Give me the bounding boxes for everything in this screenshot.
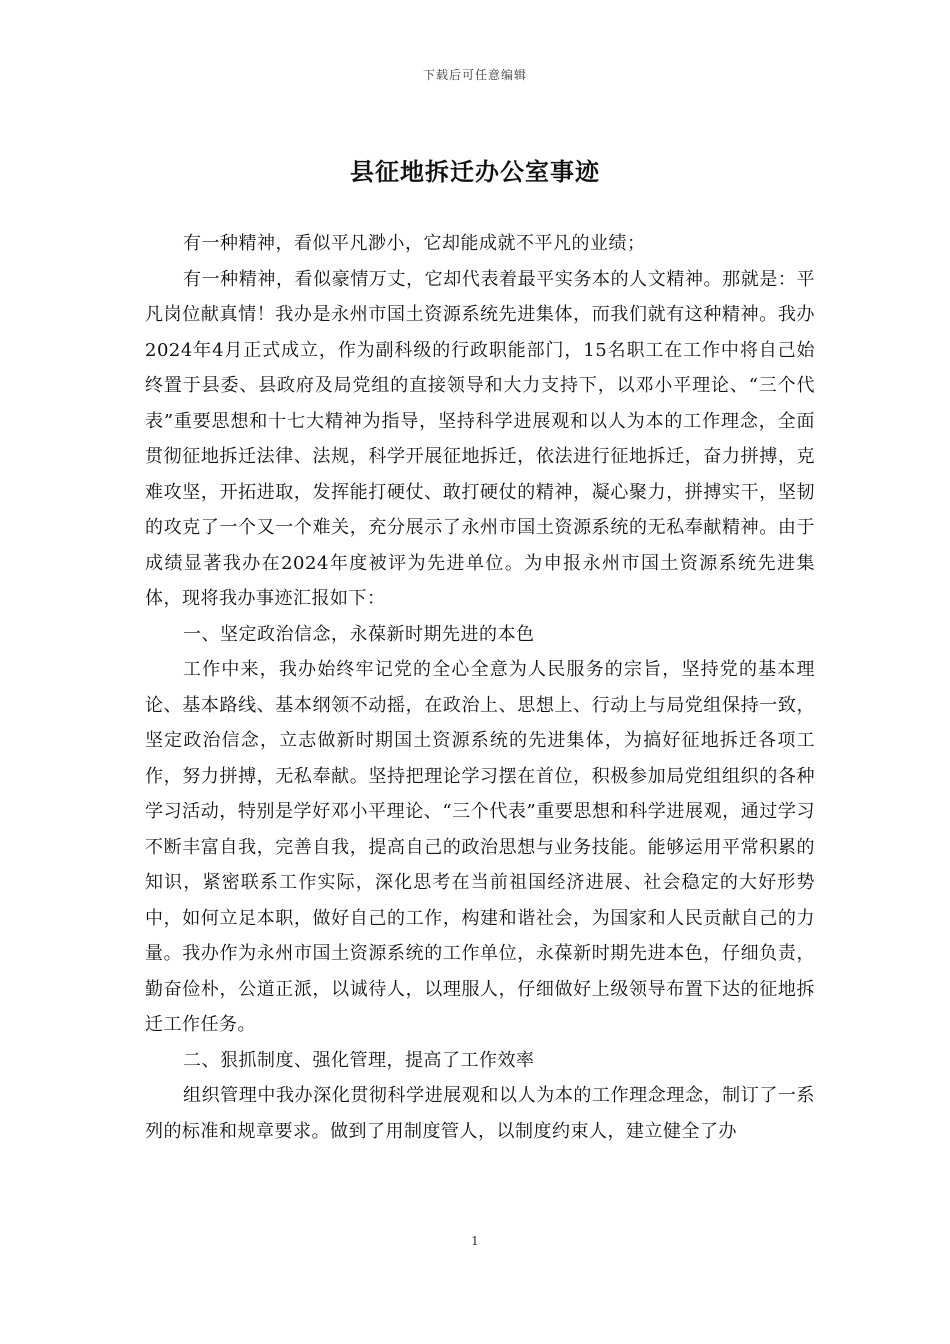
body-paragraph: 组织管理中我办深化贯彻科学进展观和以人为本的工作理念理念，制订了一系列的标准和规章要求。做到了用制度管人，以制度约束人，建立健全了办: [145, 1085, 815, 1142]
section-heading: 一、坚定政治信念，永葆新时期先进的本色: [183, 623, 535, 645]
page-number: 1: [471, 1234, 479, 1248]
body-paragraph: 有一种精神，看似豪情万丈，它却代表着最平实务本的人文精神。那就是：平凡岗位献真情！我办是永州市国土资源系统先进集体，而我们就有这种精神。我办2024年4月正式成立，作为副科级的行政职能部门，15名职工在工作中将自己始终置于县委、县政府及局党组的直接领导和大力支持下，以邓小平理论、“三个代表”重要思想和十七大精神为指导，坚持科学进展观和以人为本的工作理念，全面贯彻征地拆迁法律、法规，科学开展征地拆迁，依法进行征地拆迁，奋力拼搏，克难攻坚，开拓进取，发挥能打硬仗、敢打硬仗的精神，凝心聚力，拼搏实干，坚韧的攻克了一个又一个难关，充分展示了永州市国土资源系统的无私奉献精神。由于成绩显著我办在2024年度被评为先进单位。为申报永州市国土资源系统先进集体，现将我办事迹汇报如下：: [145, 268, 815, 609]
document-title: 县征地拆迁办公室事迹: [350, 157, 600, 186]
page-header: 下载后可任意编辑: [422, 68, 527, 82]
document-body: [145, 226, 815, 1149]
section-heading: 二、狠抓制度、强化管理，提高了工作效率: [183, 1049, 535, 1071]
body-paragraph: 工作中来，我办始终牢记党的全心全意为人民服务的宗旨，坚持党的基本理论、基本路线、基本纲领不动摇，在政治上、思想上、行动上与局党组保持一致，坚定政治信念，立志做新时期国土资源系统的先进集体，为搞好征地拆迁各项工作，努力拼搏，无私奉献。坚持把理论学习摆在首位，积极参加局党组组织的各种学习活动，特别是学好邓小平理论、“三个代表”重要思想和科学进展观，通过学习不断丰富自我，完善自我，提高自己的政治思想与业务技能。能够运用平常积累的知识，紧密联系工作实际，深化思考在当前祖国经济进展、社会稳定的大好形势中，如何立足本职，做好自己的工作，构建和谐社会，为国家和人民贡献自己的力量。我办作为永州市国土资源系统的工作单位，永葆新时期先进本色，仔细负责，勤奋俭朴，公道正派，以诚待人，以理服人，仔细做好上级领导布置下达的征地拆迁工作任务。: [145, 659, 815, 1035]
body-paragraph: 有一种精神，看似平凡渺小，它却能成就不平凡的业绩；: [183, 233, 646, 254]
